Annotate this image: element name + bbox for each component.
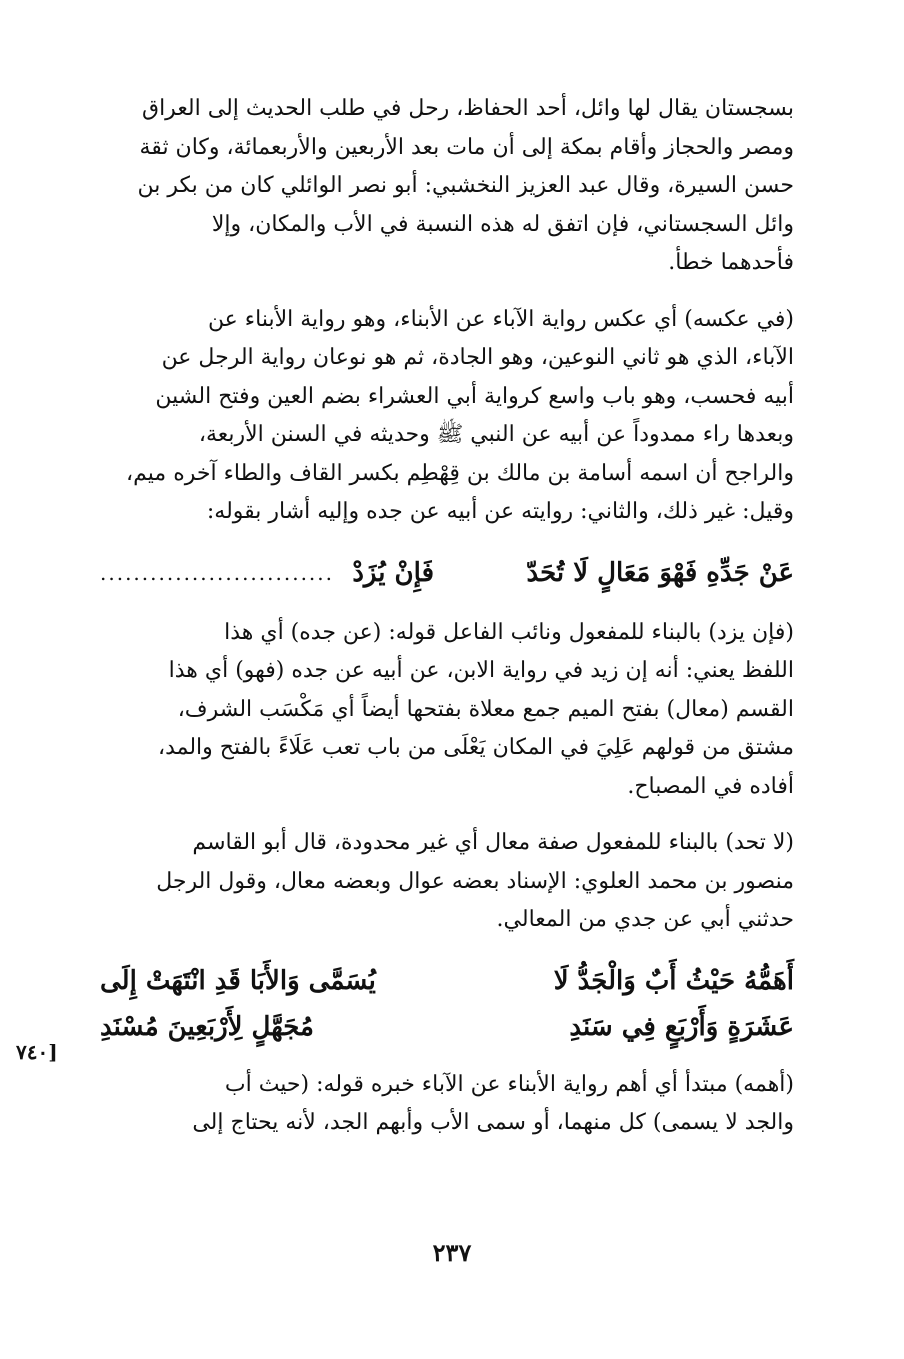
verse-hemistich-left: يُسَمَّى وَالأَبَا قَدِ انْتَهَتْ إِلَى <box>100 965 376 996</box>
paragraph <box>100 90 794 283</box>
verse-row <box>100 958 794 1004</box>
text-line: أبيه فحسب، وهو باب واسع كرواية أبي العشراء بضم العين وفتح الشين <box>155 383 794 409</box>
text-line: (لا تحد) بالبناء للمفعول صفة معال أي غير محدودة، قال أبو القاسم <box>192 830 794 855</box>
text-line: ومصر والحجاز وأقام بمكة إلى أن مات بعد الأربعين والأربعمائة، وكان ثقة <box>139 134 794 160</box>
text-line: الآباء، الذي هو ثاني النوعين، وهو الجادة، ثم هو نوعان رواية الرجل عن <box>161 345 794 370</box>
verse-hemistich-a: فَإِنْ يُزَدْ <box>352 557 434 588</box>
verse-number: [٧٤٠ <box>16 1040 58 1064</box>
text-line: وائل السجستاني، فإن اتفق له هذه النسبة في الأب والمكان، وإلا <box>211 211 794 237</box>
verse-hemistich-right: عَشَرَةٍ وَأَرْبَعٍ فِي سَنَدِ <box>569 1011 794 1042</box>
verse-hemistich-right: أَهَمُّهُ حَيْثُ أَبٌ وَالْجَدُّ لَا <box>553 965 794 996</box>
text-line: حدثني أبي عن جدي من المعالي. <box>496 907 794 932</box>
text-line: (أهمه) مبتدأ أي أهم رواية الأبناء عن الآباء خبره قوله: (حيث أب <box>224 1071 794 1097</box>
text-line: والراجح أن اسمه أسامة بن مالك بن قِهْطِم بكسر القاف والطاء آخره ميم، <box>126 460 794 486</box>
verse-row <box>100 1004 794 1050</box>
paragraph <box>100 301 794 532</box>
text-line: أفاده في المصباح. <box>627 773 794 799</box>
verse-ellipsis: ............................ <box>100 560 335 585</box>
text-line: حسن السيرة، وقال عبد العزيز النخشبي: أبو نصر الوائلي كان من بكر بن <box>137 173 794 198</box>
paragraph <box>100 1066 794 1143</box>
text-line: منصور بن محمد العلوي: الإسناد بعضه عوال وبعضه معال، وقول الرجل <box>156 868 794 894</box>
verse-hemistich-b: عَنْ جَدِّهِ فَهْوَ مَعَالٍ لَا تُحَدّ <box>526 557 794 588</box>
text-line: (في عكسه) أي عكس رواية الآباء عن الأبناء، وهو رواية الأبناء عن <box>207 306 794 332</box>
text-line: القسم (معال) بفتح الميم جمع معلاة بفتحها أيضاً أي مَكْسَب الشرف، <box>177 696 794 722</box>
text-line: مشتق من قولهم عَلِيَ في المكان يَعْلَى من باب تعب عَلَاءً بالفتح والمد، <box>157 735 794 760</box>
paragraph <box>100 824 794 940</box>
text-line: اللفظ يعني: أنه إن زيد في رواية الابن، عن أبيه عن جده (فهو) أي هذا <box>168 658 794 683</box>
text-line: بسجستان يقال لها وائل، أحد الحفاظ، رحل في طلب الحديث إلى العراق <box>142 96 794 121</box>
text-line: والجد لا يسمى) كل منهما، أو سمى الأب وأبهم الجد، لأنه يحتاج إلى <box>192 1110 794 1135</box>
text-line: فأحدهما خطأ. <box>668 250 794 275</box>
verse-block <box>100 958 794 1050</box>
page-number: ٢٣٧ <box>432 1238 472 1267</box>
text-line: وبعدها راء ممدوداً عن أبيه عن النبي ﷺ وحديثه في السنن الأربعة، <box>198 422 794 447</box>
verse-line <box>100 550 794 596</box>
text-line: (فإن يزد) بالبناء للمفعول ونائب الفاعل قوله: (عن جده) أي هذا <box>224 619 794 645</box>
verse-hemistich-left: مُجَهَّلٍ لِأَرْبَعِينَ مُسْنَدِ <box>100 1011 314 1042</box>
text-line: وقيل: غير ذلك، والثاني: روايته عن أبيه عن جده وإليه أشار بقوله: <box>206 499 794 524</box>
paragraph <box>100 614 794 807</box>
page-body <box>100 90 794 1161</box>
